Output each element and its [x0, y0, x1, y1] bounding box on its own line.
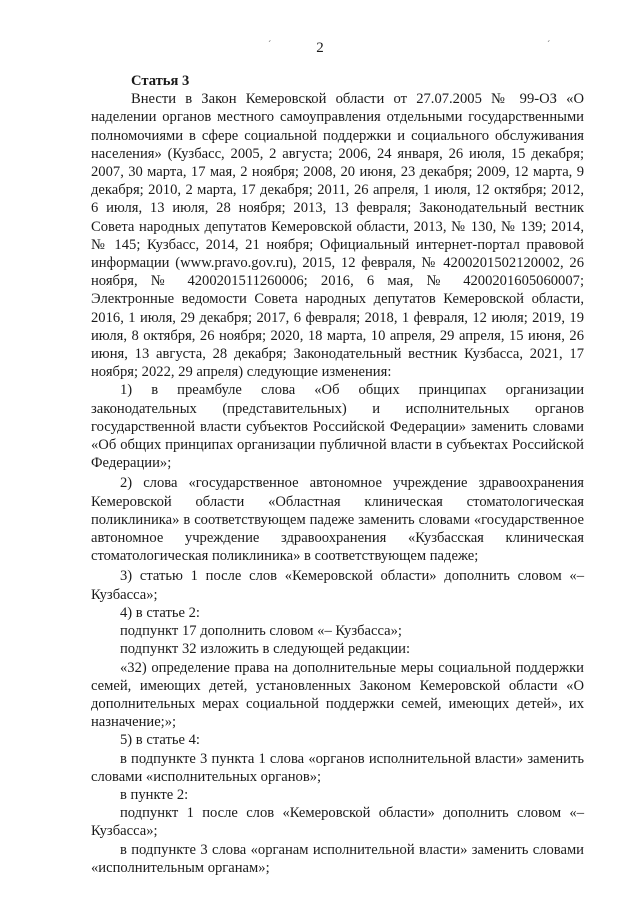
amendment-item: 3) статью 1 после слов «Кемеровской области» дополнить словом «– Кузбасса»; — [91, 568, 584, 603]
article-heading: Статья 3 — [131, 73, 190, 89]
amendment-item: 1) в преамбуле слова «Об общих принципах организации законодательных (представительных) и исполнительных органов государственной власти субъектов Российской Федерации» заменить словами «Об общих принципах организации публичной власти в субъектах Российской Федерации»; — [91, 382, 584, 472]
amendment-subitem: в подпункте 3 слова «органам исполнительной власти» заменить словами «исполнительным органам»; — [91, 841, 584, 876]
amendment-subitem: подпункт 32 изложить в следующей редакции: — [120, 641, 411, 658]
scan-mark: ˊ — [547, 40, 551, 51]
amendment-subitem: подпункт 17 дополнить словом «– Кузбасса»; — [120, 623, 402, 640]
scan-mark: ˊ — [268, 40, 272, 51]
article-intro: Внести в Закон Кемеровской области от 27.07.2005 № 99-ОЗ «О наделении органов местного самоуправления отдельными государственными полномочиями в сфере социальной поддержки и социального обслуживания населения» (Кузбасс, 2005, 2 августа; 2006, 24 января, 26 июля, 15 декабря; 2007, 30 марта, 17 мая, 2 ноября; 2008, 20 июня, 23 декабря; 2009, 12 марта, 9 декабря; 2010, 2 марта, 17 декабря; 2011, 26 апреля, 1 июля, 12 октября; 2012, 6 июля, 13 июля, 28 ноября; 2013, 13 февраля; Законодательный вестник Совета народных депутатов Кемеровской области, 2013, № 130, № 139; 2014, № 145; Кузбасс, 2014, 21 ноября; Официальный интернет-портал правовой информации (www.pravo.gov.ru), 2015, 12 февраля, № 4200201502120002, 26 ноября, № 4200201511260006; 2016, 6 мая, № 4200201605060007; Электронные ведомости Совета народных депутатов Кемеровской области, 2016, 1 июля, 29 декабря; 2017, 6 февраля; 2018, 1 февраля, 12 июля; 2019, 19 июля, 8 октября, 26 ноября; 2020, 18 марта, 10 апреля, 29 апреля, 15 июня, 26 июня, 13 августа, 28 декабря; Законодательный вестник Кузбасса, 2021, 17 ноября; 2022, 29 апреля) следующие изменения: — [91, 91, 584, 381]
amendment-subitem: в подпункте 3 пункта 1 слова «органов исполнительной власти» заменить словами «исполнительных органов»; — [91, 750, 584, 785]
amendment-item: 2) слова «государственное автономное учреждение здравоохранения Кемеровской области «Областная клиническая стоматологическая поликлиника» в соответствующем падеже заменить словами «государственное автономное учреждение здравоохранения «Кузбасская клиническая стоматологическая поликлиника» в соответствующем падеже; — [91, 475, 584, 565]
document-body — [91, 72, 584, 877]
amendment-new-text: «32) определение права на дополнительные меры социальной поддержки семей, имеющих детей, установленных Законом Кемеровской области «О дополнительных мерах социальной поддержки семей, имеющих детей», их назначение;»; — [91, 659, 584, 731]
amendment-subitem: в пункте 2: — [120, 786, 189, 803]
amendment-subitem: подпункт 1 после слов «Кемеровской области» дополнить словом «– Кузбасса»; — [91, 805, 584, 840]
page-number: 2 — [316, 40, 324, 56]
amendment-item: 5) в статье 4: — [120, 732, 200, 749]
amendment-item: 4) в статье 2: — [120, 604, 200, 621]
